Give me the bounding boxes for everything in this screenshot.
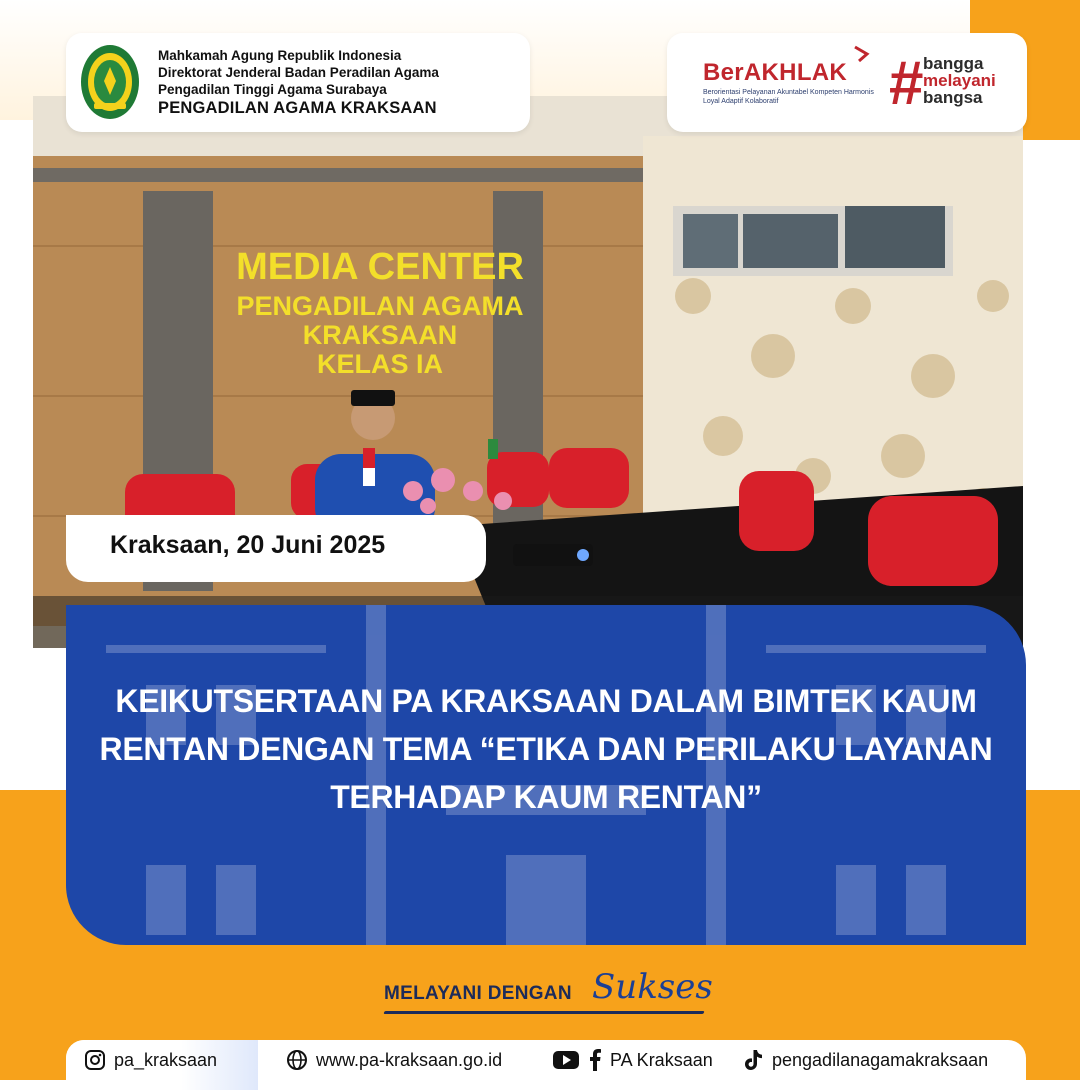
instagram-link[interactable] — [84, 1049, 217, 1071]
tagline-line-2: melayani — [923, 71, 996, 90]
chevron-mark-icon — [853, 45, 873, 63]
institution-name — [158, 47, 439, 118]
values-card — [667, 33, 1027, 132]
slogan — [380, 967, 740, 1025]
org-line-2: Direktorat Jenderal Badan Peradilan Agama — [158, 65, 439, 80]
slogan-underline — [383, 1011, 704, 1014]
facebook-youtube-link[interactable] — [552, 1049, 713, 1071]
tagline-line-3: bangsa — [923, 88, 983, 107]
sign-line-1: MEDIA CENTER — [236, 246, 524, 288]
instagram-icon — [84, 1049, 106, 1071]
berakhlak-logo: BerAKHLAK — [703, 59, 848, 86]
sign-line-4: KELAS IA — [316, 349, 444, 379]
sign-line-3: KRAKSAAN — [302, 320, 458, 350]
hashtag-icon: # — [889, 49, 924, 118]
facebook-name: PA Kraksaan — [610, 1049, 713, 1070]
headline-line-3: TERHADAP KAUM RENTAN” — [330, 779, 762, 815]
sign-line-2: PENGADILAN AGAMA — [236, 291, 524, 321]
website-url: www.pa-kraksaan.go.id — [316, 1049, 503, 1070]
slogan-part-2: Sukses — [592, 967, 713, 1007]
tiktok-icon — [744, 1049, 764, 1071]
globe-icon — [286, 1049, 308, 1071]
instagram-handle: pa_kraksaan — [114, 1049, 218, 1070]
berakhlak-subtitle: Berorientasi Pelayanan Akuntabel Kompeten Harmonis Loyal Adaptif Kolaboratif — [703, 89, 874, 105]
institution-card — [66, 33, 530, 132]
org-line-4: PENGADILAN AGAMA KRAKSAAN — [158, 99, 437, 117]
slogan-part-1: MELAYANI DENGAN — [384, 983, 572, 1004]
date-label: Kraksaan, 20 Juni 2025 — [110, 531, 386, 559]
website-link[interactable] — [286, 1049, 502, 1071]
emblem-logo-icon — [80, 43, 140, 121]
facebook-icon — [588, 1049, 602, 1071]
tagline-line-1: bangga — [923, 54, 984, 73]
headline-line-1: KEIKUTSERTAAN PA KRAKSAAN DALAM BIMTEK KAUM — [115, 683, 977, 719]
headline — [66, 677, 1026, 821]
org-line-1: Mahkamah Agung Republik Indonesia — [158, 48, 402, 63]
org-line-3: Pengadilan Tinggi Agama Surabaya — [158, 82, 387, 97]
tiktok-handle: pengadilanagamakraksaan — [772, 1049, 989, 1070]
date-badge — [66, 515, 486, 582]
youtube-icon — [552, 1050, 580, 1070]
tagline — [923, 55, 996, 106]
tiktok-link[interactable] — [744, 1049, 988, 1071]
headline-panel — [66, 605, 1026, 945]
social-footer — [66, 1040, 1026, 1090]
headline-line-2: RENTAN DENGAN TEMA “ETIKA DAN PERILAKU LAYANAN — [99, 731, 993, 767]
